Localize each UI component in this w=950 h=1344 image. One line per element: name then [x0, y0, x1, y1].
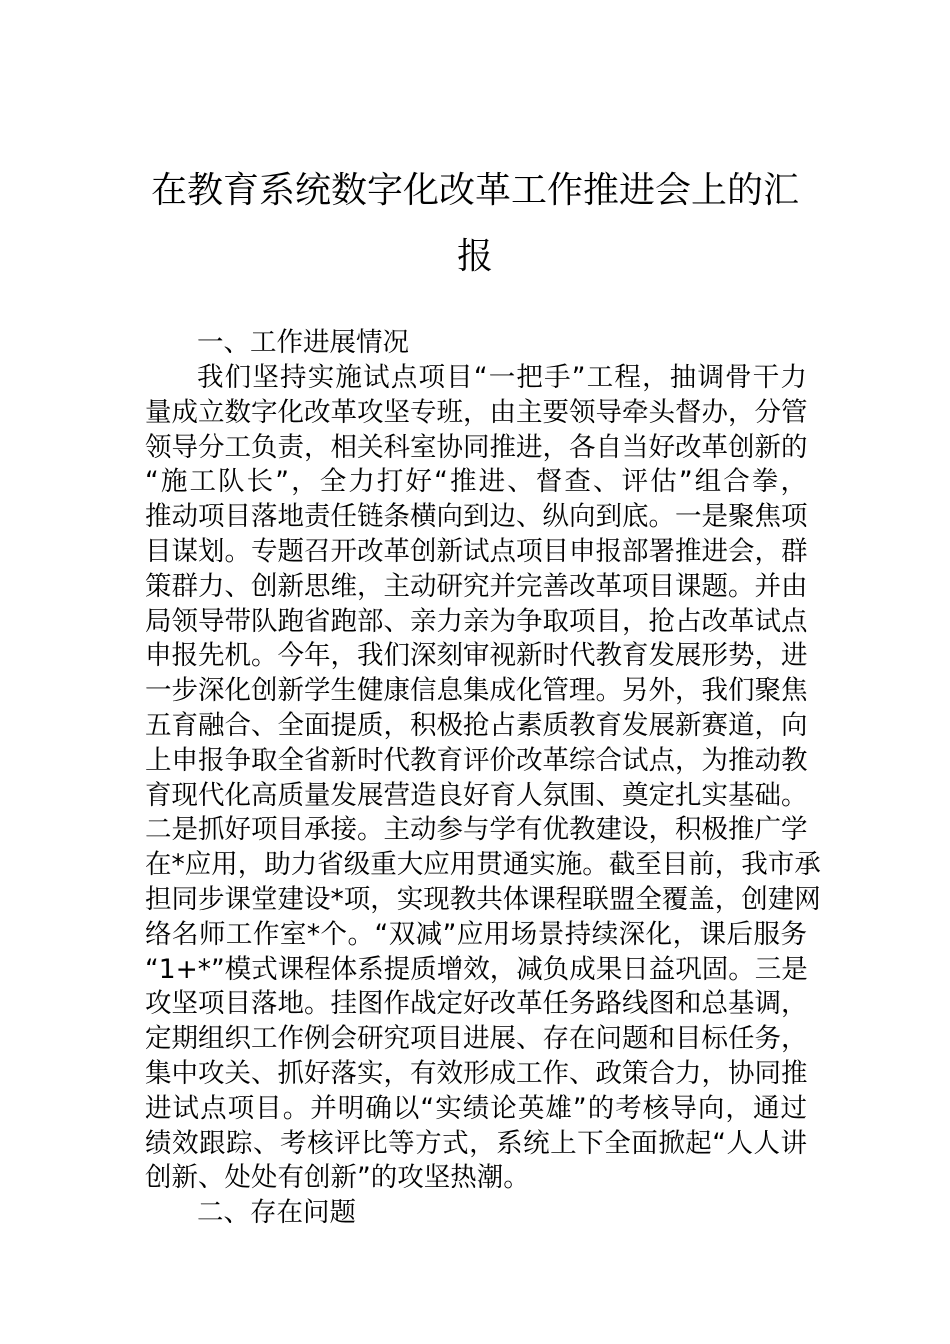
paragraph-line: 量成立数字化改革攻坚专班，由主要领导牵头督办，分管: [145, 397, 808, 428]
paragraph-line: 二是抓好项目承接。主动参与学有优教建设，积极推广学: [145, 814, 808, 845]
section-heading-problems: 二、存在问题: [197, 1197, 356, 1228]
paragraph-line: 目谋划。专题召开改革创新试点项目申报部署推进会，群: [145, 536, 808, 567]
paragraph-line: 局领导带队跑省跑部、亲力亲为争取项目，抢占改革试点: [145, 606, 808, 637]
paragraph-line: 在*应用，助力省级重大应用贯通实施。截至目前，我市承: [145, 849, 821, 880]
paragraph-line: 攻坚项目落地。挂图作战定好改革任务路线图和总基调，: [145, 988, 808, 1019]
paragraph-line: 定期组织工作例会研究项目进展、存在问题和目标任务，: [145, 1023, 808, 1054]
paragraph-line: 五育融合、全面提质，积极抢占素质教育发展新赛道，向: [145, 710, 808, 741]
paragraph-line: 创新、处处有创新”的攻坚热潮。: [145, 1162, 530, 1193]
paragraph-line: “1+*”模式课程体系提质增效，减负成果日益巩固。三是: [145, 954, 808, 985]
paragraph-line: 我们坚持实施试点项目“一把手”工程，抽调骨干力: [197, 362, 807, 393]
section-heading-progress: 一、工作进展情况: [197, 327, 409, 358]
paragraph-line: 上申报争取全省新时代教育评价改革综合试点，为推动教: [145, 745, 808, 776]
paragraph-line: 担同步课堂建设*项，实现教共体课程联盟全覆盖，创建网: [145, 884, 821, 915]
paragraph-line: 策群力、创新思维，主动研究并完善改革项目课题。并由: [145, 571, 808, 602]
title-line-1: 在教育系统数字化改革工作推进会上的汇: [150, 170, 799, 211]
paragraph-line: “施工队长”，全力打好“推进、督查、评估”组合拳，: [145, 466, 807, 497]
title-line-2: 报: [456, 236, 493, 277]
paragraph-line: 推动项目落地责任链条横向到边、纵向到底。一是聚焦项: [145, 501, 808, 532]
paragraph-line: 领导分工负责，相关科室协同推进，各自当好改革创新的: [145, 432, 808, 463]
paragraph-line: 络名师工作室*个。“双减”应用场景持续深化，课后服务: [145, 919, 807, 950]
paragraph-line: 集中攻关、抓好落实，有效形成工作、政策合力，协同推: [145, 1058, 808, 1089]
paragraph-line: 绩效跟踪、考核评比等方式，系统上下全面掀起“人人讲: [145, 1128, 807, 1159]
paragraph-line: 申报先机。今年，我们深刻审视新时代教育发展形势，进: [145, 640, 808, 671]
paragraph-line: 进试点项目。并明确以“实绩论英雄”的考核导向，通过: [145, 1093, 807, 1124]
paragraph-line: 一步深化创新学生健康信息集成化管理。另外，我们聚焦: [145, 675, 808, 706]
document-title: [0, 158, 950, 290]
paragraph-line: 育现代化高质量发展营造良好育人氛围、奠定扎实基础。: [145, 780, 808, 811]
